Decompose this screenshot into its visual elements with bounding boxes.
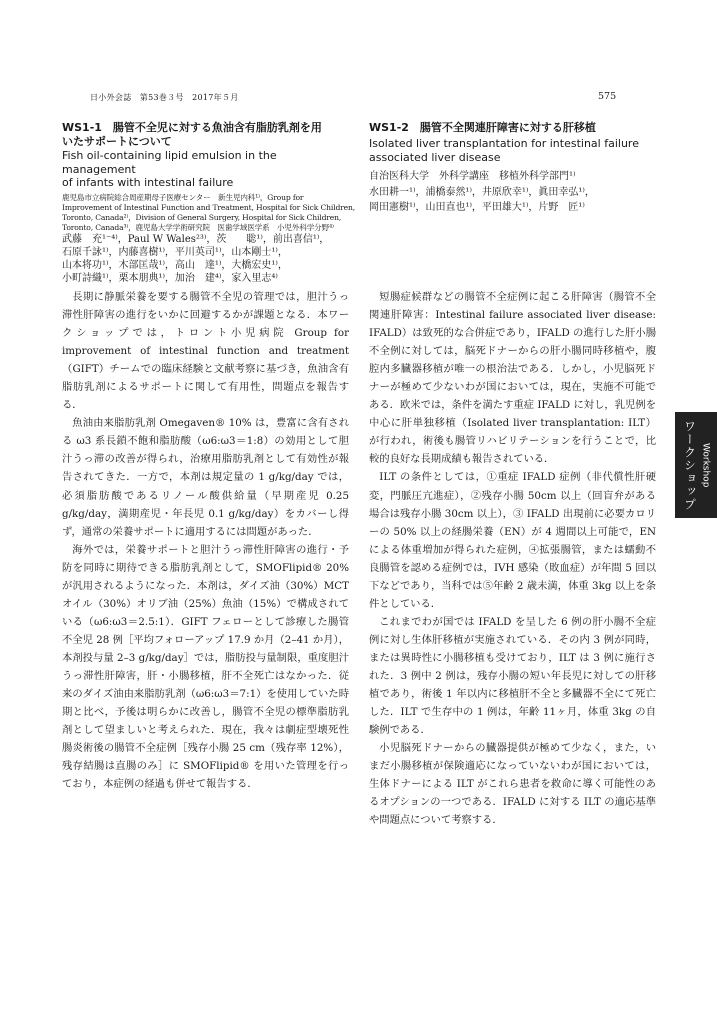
body-paragraph: これまでわが国では IFALD を呈した 6 例の肝小腸不全症例に対し生体肝移植が実施されている．その内 3 例が同時，または異時性に小腸移植も受けており，ILT は 3 例に施行された．3 例中 2 例は，残存小腸の短い年長児に対しての肝移植であり，術後 1 年以内に移植肝不全と多臓器不全にて死亡した．ILT で生存中の 1 例は，年齢 11ヶ月，体重 3kg の自験例である． <box>369 615 656 737</box>
ws1-1-heading <box>62 121 355 285</box>
page-number: 575 <box>598 91 617 102</box>
ws1-2-authors <box>369 185 654 215</box>
author-line: 山本将功¹⁾，木部匡哉¹⁾，高山 達¹⁾，大橋宏史¹⁾， <box>62 259 288 271</box>
title-line: Fish oil-containing lipid emulsion in the management <box>62 149 277 176</box>
ws1-2-heading <box>369 121 654 215</box>
body-paragraph: 海外では，栄養サポートと胆汁うっ滞性肝障害の進行・予防を同時に期待できる脂肪乳剤として，SMOFlipid® 20% が汎用されるようになった．本剤は，ダイズ油（30%）MCT オイル（30%）オリブ油（25%）魚油（15%）で構成されている（ω6:ω3＝2.5:1）．GIFT フェローとして診療した腸管不全児 28 例［平均フォローアップ 17.9 か月（2–41 か月），本剤投与量 2–3 g/kg/day］では，脂肪投与量制限，重度胆汁うっ滞性肝障害，肝・小腸移植，肝不全死亡はなかった．従来のダイズ油由来脂肪乳剤（ω6:ω3＝7:1）を使用していた時期と比べ，予後は明らかに改善し，腸管不全児の標準脂肪乳剤として望ましいと考えられた．現在，我々は劇症型壊死性腸炎術後の腸管不全症例［残存小腸 25 cm（残存率 12%），残存結腸は直腸のみ］に SMOFlipid® を用いた管理を行っており，本症例の経過も併せて報告する． <box>62 543 349 791</box>
author-line: 水田耕一¹⁾，浦橋泰然¹⁾，井原欣幸¹⁾，眞田幸弘¹⁾， <box>369 186 595 198</box>
author-line: 小町詩織¹⁾，栗本朋典¹⁾，加治 建⁴⁾，家入里志⁴⁾ <box>62 272 278 284</box>
author-line: 岡田憲樹¹⁾，山田直也¹⁾，平田雄大¹⁾，片野 匠¹⁾ <box>369 201 585 213</box>
affiliation-line: 鹿児島市立病院総合周産期母子医療センター 新生児内科¹⁾，Group for <box>62 192 304 202</box>
body-paragraph: 長期に静脈栄養を要する腸管不全児の管理では，胆汁うっ滞性肝障害の進行をいかに回避するかが課題となる．本ワークショップでは，トロント小児病院 Group for improvement of intestinal function and treatment（GIFT）チームでの臨床経験と文献考察に基づき，魚油含有脂肪乳剤によるサポートに関して有用性，問題点を報告する． <box>62 291 349 412</box>
body-paragraph: 小児脳死ドナーからの臓器提供が極めて少なく，また，いまだ小腸移植が保険適応になっていないわが国においては，生体ドナーによる ILT がこれら患者を救命に導く可能性のあるオプションの一つである．IFALD に対する ILT の適応基準や問題点について考察する． <box>369 742 656 827</box>
author-line: 石原千詠¹⁾，内藤喜樹¹⁾，平川英司¹⁾，山本剛士¹⁾， <box>62 246 288 258</box>
title-line: いたサポートについて <box>62 135 172 148</box>
ws1-1-title-en <box>62 149 347 190</box>
title-line: Isolated liver transplantation for intestinal failure <box>369 137 639 150</box>
ws1-2-body <box>369 288 656 829</box>
body-paragraph: 魚油由来脂肪乳剤 Omegaven® 10% は，豊富に含有される ω3 系長鎖不飽和脂肪酸（ω6:ω3＝1:8）の効用として胆汁うっ滞の改善が得られ，治療用脂肪乳剤として有効性が報告されてきた．一方で，本剤は規定量の 1 g/kg/day では，必須脂肪酸であるリノール酸供給量（早期産児 0.25 g/kg/day，満期産児・年長児 0.1 g/kg/day）をカバーし得ず，通常の栄養サポートに適用するには問題があった． <box>62 417 349 538</box>
ws1-1-title-jp <box>62 121 347 149</box>
body-paragraph: 短腸症候群などの腸管不全症例に起こる肝障害（腸管不全関連肝障害：Intestinal failure associated liver disease: IFALD）は致死的な合併症であり，IFALD の進行した肝小腸不全例に対しては，脳死ドナーからの肝小腸同時移植や，腹腔内多臓器移植が唯一の根治法である．しかし，小児脳死ドナーが極めて少ないわが国においては，現在，実施不可能である．欧米では，条件を満たす重症 IFALD に対し，乳児例を中心に肝単独移植（Isolated liver transplantation: ILT）が行われ，術後も腸管リハビリテーションを行うことで，比較的良好な長期成績も報告されている． <box>369 291 656 466</box>
affiliation-line: Toronto, Canada²⁾，Division of General Surgery, Hospital for Sick Children, <box>62 212 342 222</box>
workshop-side-tab <box>675 412 717 518</box>
ws1-2-title-en <box>369 137 654 164</box>
title-line: of infants with intestinal failure <box>62 176 234 189</box>
side-tab-label-jp: ワークショップ <box>682 419 697 511</box>
affiliation-line: Improvement of Intestinal Function and Treatment, Hospital for Sick Children, <box>62 202 355 212</box>
affiliation-line: Toronto, Canada³⁾，鹿児島大学学術研究院 医歯学域医学系 小児外科学分野⁴⁾ <box>62 222 334 232</box>
title-line: WS1-1 腸管不全児に対する魚油含有脂肪乳剤を用 <box>62 121 322 134</box>
body-paragraph: ILT の条件としては，①重症 IFALD 症例（非代償性肝硬変，門脈圧亢進症），②残存小腸 50cm 以上（回盲弁がある場合は残存小腸 30cm 以上），③ IFALD 出現前に必要カロリーの 50% 以上の経腸栄養（EN）が 4 週間以上可能で，EN による体重増加が得られた症例，④拡張腸管，または蠕動不良腸管を認める症例では，IVH 感染（敗血症）が年間 5 回以下などであり，当科では⑤年齢 2 歳未満，体重 3kg 以上を条件としている． <box>369 471 656 610</box>
ws1-1-body <box>62 288 349 793</box>
running-header: 日小外会誌 第53巻３号 2017年５月 <box>90 93 239 102</box>
title-line: associated liver disease <box>369 150 501 164</box>
side-tab-label-en: Workshop <box>700 442 711 488</box>
ws1-1-authors <box>62 233 347 285</box>
ws1-2-affiliation <box>369 170 654 185</box>
ws1-1-affiliation <box>62 192 355 233</box>
author-line: 武藤 充¹⁻⁴⁾，Paul W Wales²³⁾，茨 聡¹⁾，前出喜信¹⁾， <box>62 233 330 245</box>
ws1-2-title-jp: WS1-2 腸管不全関連肝障害に対する肝移植 <box>369 121 596 134</box>
affiliation-line: 自治医科大学 外科学講座 移植外科学部門¹⁾ <box>369 171 576 182</box>
